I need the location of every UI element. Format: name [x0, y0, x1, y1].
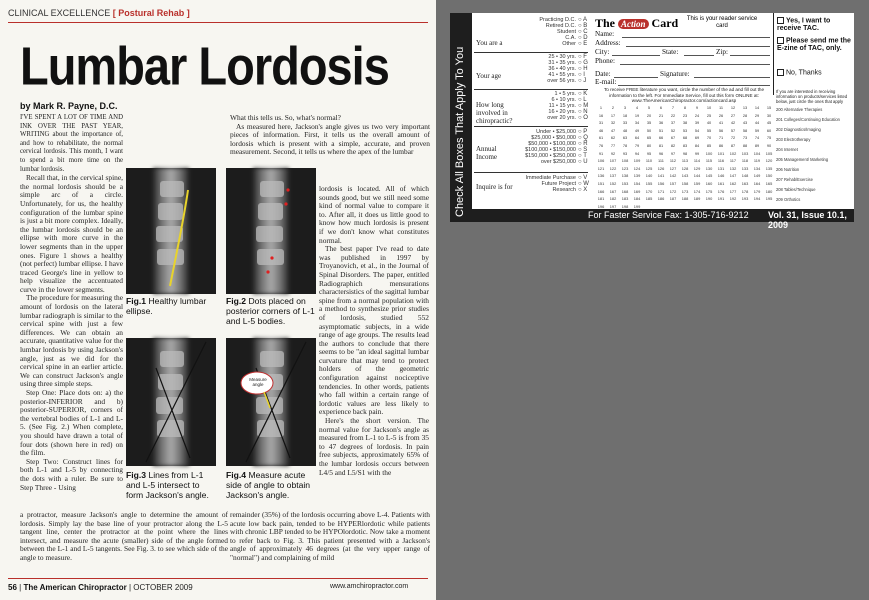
ad-number[interactable]: 22: [670, 112, 676, 118]
ad-number[interactable]: 96: [658, 150, 664, 156]
ad-number[interactable]: 70: [706, 135, 712, 141]
ad-number[interactable]: 42: [730, 120, 736, 126]
ad-number[interactable]: 117: [729, 158, 737, 164]
options-q2: 25 • 30 yrs. 31 • 35 yrs. 36 • 40 yrs. 41 • 55 yrs. over 56 yrs.: [547, 54, 576, 84]
ad-number[interactable]: 141: [657, 173, 665, 179]
ad-number[interactable]: 151: [597, 181, 605, 186]
ad-number[interactable]: 101: [717, 150, 725, 156]
ad-number[interactable]: 138: [621, 173, 629, 179]
ad-number[interactable]: 187: [669, 196, 677, 202]
ad-number[interactable]: 139: [633, 173, 641, 179]
ad-number[interactable]: 95: [646, 150, 652, 156]
ad-number[interactable]: 94: [634, 150, 640, 156]
ad-number[interactable]: 127: [669, 165, 677, 171]
ad-number[interactable]: 27: [730, 112, 736, 118]
ad-number[interactable]: 186: [657, 196, 665, 202]
ad-number[interactable]: 73: [742, 135, 748, 141]
ad-number[interactable]: 175: [705, 188, 713, 194]
sidebar-text: Check All Boxes That Apply To You: [454, 46, 466, 217]
question-label: Your age: [476, 72, 502, 80]
ad-number[interactable]: 148: [741, 173, 749, 179]
ad-number[interactable]: 121: [597, 165, 605, 171]
ad-number[interactable]: 74: [754, 135, 760, 141]
ad-number[interactable]: 60: [766, 127, 772, 133]
action-logo: Action: [618, 19, 649, 29]
question-label: How long involved in chiropractic?: [476, 101, 513, 125]
figure-2-xray: [226, 168, 316, 294]
ad-number[interactable]: 136: [597, 173, 605, 179]
ad-number[interactable]: 99: [694, 150, 700, 156]
ad-number[interactable]: 131: [717, 165, 725, 171]
ad-number[interactable]: 185: [645, 196, 653, 202]
ad-number[interactable]: 55: [706, 127, 712, 133]
ad-number[interactable]: 104: [753, 150, 761, 156]
ad-number[interactable]: 137: [609, 173, 617, 179]
footer-url: www.amchiropractor.com: [330, 583, 409, 590]
ad-number[interactable]: 129: [693, 165, 701, 171]
ad-number[interactable]: 115: [705, 158, 713, 164]
ad-number[interactable]: 81: [658, 143, 664, 148]
paragraph: The best paper I've read to date was published in 1997 by Troyanovich, et al., in the Journal of Spinal Disorders. The paper, entitled Radiographich mensurations charactersistics of the sagittal lumbar spine from a normal population with a method to synthesize prior studies of lordosis, studied 552 asymptomatic subjects, in a wide range of age groups. The results lead the authors to conclude that there seems to be "an ideal sagittal lumbar curvature that may tend to protect holders of the geometric configuration against nociceptive tendencies. In other words, patients who fall within a certain range of lordotic values are less likely to experience back pain.: [319, 244, 429, 417]
ad-number[interactable]: 82: [670, 143, 676, 148]
ad-number[interactable]: 97: [670, 150, 676, 156]
article-title: Lumbar Lordosis: [20, 35, 389, 97]
category-item[interactable]: 200 Alternative Therapies: [776, 107, 823, 112]
ad-number-grid[interactable]: [595, 105, 775, 209]
ad-number[interactable]: 143: [681, 173, 689, 179]
date-label: Date:: [595, 70, 611, 78]
options-q3: 1 • 5 yrs. 6 • 10 yrs. 11 • 15 yrs. 16 • 20 yrs. over 20 yrs.: [547, 91, 576, 121]
ad-number[interactable]: 194: [753, 196, 761, 202]
ad-number[interactable]: 193: [741, 196, 749, 202]
card-subtitle: This is your reader service card: [686, 16, 758, 29]
letters-q3[interactable]: ○ K ○ L ○ M ○ N ○ O: [578, 91, 589, 121]
category-item[interactable]: 201 Colleges/Continuing Education: [776, 117, 840, 122]
ad-number[interactable]: 109: [633, 158, 641, 164]
paragraph: The procedure for measuring the amount of lordosis on the lateral lumbar radiograph is similar to the cervical spine with just a few differences. We can obtain an accurate, quantitative value for the lumbar lordosis by using Jackson's angle, just as we did for the cervical spine in an earlier article. We can construct Jackson's angle using three simple steps.: [20, 293, 123, 389]
state-label: State:: [662, 48, 679, 56]
instructions: To receive FREE literature you want, circle the number of the ad and fill out the information to the left. For Immediate Service, fill out this form ONLINE at: www.TheAmericanChiropractor.com/actioncard.asp: [603, 87, 765, 104]
ad-number[interactable]: 76: [598, 143, 604, 148]
ad-number[interactable]: 15: [766, 105, 772, 110]
ad-number[interactable]: 182: [609, 196, 617, 202]
ad-number[interactable]: 38: [682, 120, 688, 126]
ad-number[interactable]: 65: [646, 135, 652, 141]
ad-number[interactable]: 32: [610, 120, 616, 126]
ad-number[interactable]: 14: [754, 105, 760, 110]
ad-number[interactable]: 6: [659, 105, 663, 110]
ad-number[interactable]: 52: [670, 127, 676, 133]
ad-number[interactable]: 2: [611, 105, 615, 110]
ad-number[interactable]: 16: [598, 112, 604, 118]
ad-number[interactable]: 128: [681, 165, 689, 171]
ad-number[interactable]: 162: [729, 181, 737, 186]
ad-number[interactable]: 1: [599, 105, 603, 110]
ad-number[interactable]: 198: [621, 203, 629, 209]
paragraph: Step Two: Construct lines for both L-1 and L-5 by connecting the dots with a ruler. Be sure to Step Three - Using: [20, 456, 123, 492]
ad-number[interactable]: 145: [705, 173, 713, 179]
ad-number[interactable]: 125: [645, 165, 653, 171]
ad-number[interactable]: 78: [622, 143, 628, 148]
ad-number[interactable]: 93: [622, 150, 628, 156]
zip-label: Zip:: [716, 48, 728, 56]
ad-number[interactable]: 40: [706, 120, 712, 126]
ad-number[interactable]: 170: [645, 188, 653, 194]
ad-number[interactable]: 31: [598, 120, 604, 126]
ad-number[interactable]: 39: [694, 120, 700, 126]
ad-number[interactable]: 21: [658, 112, 664, 118]
ad-number[interactable]: 20: [646, 112, 652, 118]
ad-number[interactable]: 103: [741, 150, 749, 156]
ad-number[interactable]: 144: [693, 173, 701, 179]
ad-number[interactable]: 106: [597, 158, 605, 164]
state-field[interactable]: [684, 55, 714, 56]
ad-number[interactable]: 25: [706, 112, 712, 118]
card-title: The Action Card: [595, 16, 679, 30]
ad-number[interactable]: 120: [765, 158, 773, 164]
ad-number[interactable]: 12: [730, 105, 736, 110]
category-item[interactable]: 208 Tables/Technique: [776, 187, 816, 192]
body-column-1-bottom: [20, 511, 228, 563]
ad-number[interactable]: 135: [765, 165, 773, 171]
ad-number[interactable]: 64: [634, 135, 640, 141]
option-ezine[interactable]: Please send me the E-zine of TAC, only.: [777, 37, 851, 53]
footer-rule: [8, 578, 428, 579]
paragraph: As measured here, Jackson's angle gives us two very important pieces of information. First, it tells us the overall amount of lordosis which is present with a simple, accurate, and proven measurement. Second, it tells us where the apex of the lumbar: [230, 121, 430, 157]
ad-number[interactable]: 107: [609, 158, 617, 164]
ad-number[interactable]: 90: [766, 143, 772, 148]
ad-number[interactable]: 100: [705, 150, 713, 156]
category-item[interactable]: 207 Rehab/Exercise: [776, 177, 813, 182]
ad-number[interactable]: 80: [646, 143, 652, 148]
ad-number[interactable]: 10: [706, 105, 712, 110]
ad-number[interactable]: 59: [754, 127, 760, 133]
ad-number[interactable]: 108: [621, 158, 629, 164]
ad-number[interactable]: 33: [622, 120, 628, 126]
ad-number[interactable]: 149: [753, 173, 761, 179]
ad-number[interactable]: 166: [597, 188, 605, 194]
ad-number[interactable]: 88: [742, 143, 748, 148]
ad-number[interactable]: 19: [634, 112, 640, 118]
ad-number[interactable]: 66: [658, 135, 664, 141]
email-field[interactable]: [618, 85, 770, 86]
address-field[interactable]: [626, 46, 770, 47]
paragraph: I'VE SPENT A LOT OF TIME AND INK OVER THE PAST YEAR, WRITING about the importance of, and how to rehabilitate, the normal cervical lordosis. This month, I want to spend a bit more time on the lumbar lordosis.: [20, 114, 123, 173]
action-card: [450, 13, 854, 230]
paragraph: Step One: Place dots on: a) the posterior-INFERIOR and b) posterior-SUPERIOR, corners of the vertebral bodies of L-1 and L-5. (See Fig. 2.) When complete, you should have drawn a total of four dots (shown here in red) on the film.: [20, 388, 123, 458]
ad-number[interactable]: 77: [610, 143, 616, 148]
ad-number[interactable]: 161: [717, 181, 725, 186]
ad-number[interactable]: 9: [695, 105, 699, 110]
phone-label: Phone:: [595, 57, 615, 65]
ad-number[interactable]: 34: [634, 120, 640, 126]
ad-number[interactable]: 84: [694, 143, 700, 148]
category-item[interactable]: 206 Nutrition: [776, 167, 800, 172]
ad-number[interactable]: 110: [645, 158, 653, 164]
ad-number[interactable]: 29: [754, 112, 760, 118]
section-name: [ Postural Rehab ]: [112, 8, 190, 18]
ad-number[interactable]: 163: [741, 181, 749, 186]
category-item[interactable]: 205 Management/ Marketing: [776, 157, 829, 162]
ad-number[interactable]: 188: [681, 196, 689, 202]
fig4-callout-text: Measure angle: [249, 377, 267, 387]
ad-number[interactable]: 116: [717, 158, 725, 164]
options-q5: Immediate Purchase Future Project Research: [525, 175, 576, 193]
ad-number[interactable]: 168: [621, 188, 629, 194]
ad-number[interactable]: 179: [753, 188, 761, 194]
ad-number[interactable]: 8: [683, 105, 687, 110]
category-item[interactable]: 203 Electrotherapy: [776, 137, 811, 142]
ad-number[interactable]: 57: [730, 127, 736, 133]
ad-number[interactable]: 150: [765, 173, 773, 179]
ad-number[interactable]: 89: [754, 143, 760, 148]
question-label: Inquire is for: [476, 183, 513, 191]
ad-number[interactable]: 43: [742, 120, 748, 126]
ad-number[interactable]: 46: [598, 127, 604, 133]
ad-number[interactable]: 87: [730, 143, 736, 148]
ad-number[interactable]: 5: [647, 105, 651, 110]
ad-number[interactable]: 146: [717, 173, 725, 179]
ad-number[interactable]: 85: [706, 143, 712, 148]
ad-number[interactable]: 92: [610, 150, 616, 156]
ad-number[interactable]: 152: [609, 181, 617, 186]
byline: by Mark R. Payne, D.C.: [20, 101, 118, 111]
question-label: Annual Income: [476, 145, 497, 161]
ad-number[interactable]: 114: [693, 158, 701, 164]
figure-2-caption: Fig.2 Dots placed on posterior corners of L-1 and L-5 bodies.: [226, 296, 315, 326]
ad-number[interactable]: 190: [705, 196, 713, 202]
options-q1: Practicing D.C. Retired D.C. Student C.A. Other: [539, 17, 576, 47]
ad-number[interactable]: 160: [705, 181, 713, 186]
ad-number[interactable]: 111: [658, 158, 664, 164]
ad-number[interactable]: 133: [741, 165, 749, 171]
figure-1-caption: Fig.1 Healthy lumbar ellipse.: [126, 296, 207, 316]
section-header: [8, 8, 190, 18]
ad-number[interactable]: 23: [682, 112, 688, 118]
letters-q4[interactable]: ○ P ○ Q ○ R ○ S ○ T ○ U: [578, 129, 588, 165]
ad-number[interactable]: 123: [621, 165, 629, 171]
figure-1-xray: [126, 168, 216, 294]
ad-number[interactable]: 7: [671, 105, 675, 110]
ad-number[interactable]: 172: [669, 188, 677, 194]
ad-number[interactable]: 158: [681, 181, 689, 186]
ad-number[interactable]: 75: [766, 135, 772, 141]
ad-number[interactable]: 62: [610, 135, 616, 141]
body-column-3: [319, 185, 429, 477]
ad-number[interactable]: 178: [741, 188, 749, 194]
ad-number[interactable]: 167: [609, 188, 617, 194]
ad-number[interactable]: 36: [658, 120, 664, 126]
ad-number[interactable]: 191: [717, 196, 725, 202]
paragraph: Recall that, in the cervical spine, the normal lordosis should be a simple arc of a circle. Unfortunately, for us, the healthy configuration of the lumbar spine is just a bit more complex. Ideally, the lumbar lordosis should be an ellipse with more curve in the lower segments than in the upper ones. Figure 1 shows a healthy (not perfect) lumbar ellipse. I have traced George's line in yellow to help visualize the accentuated curve in the lower segments.: [20, 173, 123, 294]
ad-number[interactable]: 126: [657, 165, 665, 171]
ad-number[interactable]: 174: [693, 188, 701, 194]
paragraph: Here's the short version. The normal value for Jackson's angle as measured from L-1 to L-5 is from 35 to 47 degrees of lordosis. In pain free subjects, approximately 65% of the lumbar lordosis occurs between L4/5 and L5/S1 with the: [319, 416, 429, 477]
figure-4-caption: Fig.4 Measure acute side of angle to obtain Jackson's angle.: [226, 470, 311, 500]
ad-number[interactable]: 196: [597, 203, 605, 209]
header-rule: [8, 22, 428, 23]
ad-number[interactable]: 71: [718, 135, 724, 141]
figure-3-caption: Fig.3 Lines from L-1 and L-5 intersect to form Jackson's angle.: [126, 470, 209, 500]
phone-field[interactable]: [620, 64, 770, 65]
ad-number[interactable]: 157: [669, 181, 677, 186]
ad-number[interactable]: 132: [729, 165, 737, 171]
ad-number[interactable]: 176: [717, 188, 725, 194]
ad-number[interactable]: 13: [742, 105, 748, 110]
ad-number[interactable]: 164: [753, 181, 761, 186]
ad-number[interactable]: 51: [658, 127, 664, 133]
ad-number[interactable]: 83: [682, 143, 688, 148]
interest-note: If you are interested in receiving information on products/services listed below, just circle the ones that apply: [776, 89, 848, 104]
paragraph: remainder (35%) of the lordosis occurring above L-4. Patients with acute low back pain, tended to be HYPERlordotic while patients with chronic LBP tended to be HYPOlordotic. Now take a moment to refer back to Fig. 3. This patient presented with a Jackson's angle of approximately 46 degrees (at the very upper range of "normal") and complaining of mild: [230, 510, 430, 562]
ad-number[interactable]: 181: [597, 196, 605, 202]
ad-number[interactable]: 153: [621, 181, 629, 186]
ad-number[interactable]: 184: [633, 196, 641, 202]
ad-number[interactable]: 54: [694, 127, 700, 133]
ad-number[interactable]: 58: [742, 127, 748, 133]
ad-number[interactable]: 3: [623, 105, 627, 110]
category-item[interactable]: 209 Orthotics: [776, 197, 801, 202]
ad-number[interactable]: 86: [718, 143, 724, 148]
ad-number[interactable]: 165: [765, 181, 773, 186]
body-column-2-bottom: [230, 511, 430, 563]
ad-number[interactable]: 50: [646, 127, 652, 133]
ad-number[interactable]: 195: [765, 196, 773, 202]
ad-number[interactable]: 24: [694, 112, 700, 118]
ad-number[interactable]: 169: [633, 188, 641, 194]
name-label: Name:: [595, 30, 615, 38]
signature-label: Signature:: [660, 70, 690, 78]
paragraph: What this tells us. So, what's normal?: [230, 113, 341, 122]
ad-number[interactable]: 61: [598, 135, 604, 141]
ad-number[interactable]: 102: [729, 150, 737, 156]
figure-4-xray: [226, 338, 316, 466]
ad-number[interactable]: 130: [705, 165, 713, 171]
ad-number[interactable]: 56: [718, 127, 724, 133]
ad-number[interactable]: 47: [610, 127, 616, 133]
ad-number[interactable]: 98: [682, 150, 688, 156]
option-no-thanks[interactable]: No, Thanks: [777, 69, 853, 77]
email-label: E-mail:: [595, 78, 617, 86]
ad-number[interactable]: 112: [669, 158, 677, 164]
paragraph: lordosis is located. All of which sounds good, but we still need some kind of normal value to compare it to. After all, it does us little good to know how much lordosis is present if we don't know what constitutes normal.: [319, 184, 429, 245]
letters-q1[interactable]: ○ A ○ B ○ C ○ D ○ E: [578, 17, 588, 47]
signature-field[interactable]: [694, 77, 770, 78]
ad-number[interactable]: 197: [609, 203, 617, 209]
ad-number[interactable]: 4: [635, 105, 639, 110]
ad-number[interactable]: 173: [681, 188, 689, 194]
letters-q2[interactable]: ○ F ○ G ○ H ○ I ○ J: [578, 54, 588, 84]
ad-number[interactable]: 124: [633, 165, 641, 171]
ad-number[interactable]: 67: [670, 135, 676, 141]
fax-text: For Faster Service Fax: 1-305-716-9212: [588, 210, 749, 220]
ad-number[interactable]: 49: [634, 127, 640, 133]
volume-text: Vol. 31, Issue 10.1, 2009: [768, 210, 847, 230]
letters-q5[interactable]: ○ V ○ W ○ X: [578, 175, 589, 193]
card-sidebar: [450, 13, 472, 222]
paragraph: a protractor, measure Jackson's angle to determine the amount of lordosis. Simply lay the base line of your protractor along the L-5 tangent line, center the protractor at the point where the lines intersect, and measure the acute (smaller) side of the angle formed between the L-1 and L-5 tangents. See Fig. 3. to see which side of the angle to measure.: [20, 510, 228, 562]
ad-number[interactable]: 105: [765, 150, 773, 156]
ad-number[interactable]: 159: [693, 181, 701, 186]
ad-number[interactable]: 63: [622, 135, 628, 141]
name-field[interactable]: [622, 37, 770, 38]
ad-number[interactable]: 17: [610, 112, 616, 118]
ad-number[interactable]: 48: [622, 127, 628, 133]
question-label: You are a: [476, 39, 503, 47]
options-q4: Under • $25,000 $25,000 • $50,000 $50,000 • $100,000 $100,000 • $150,000 $150,000 • $250,000 over $250,000: [525, 129, 576, 165]
body-column-1: [20, 114, 123, 492]
category-item[interactable]: 202 Diagnostics/Imaging: [776, 127, 821, 132]
ad-number[interactable]: 171: [657, 188, 665, 194]
ad-number[interactable]: 122: [609, 165, 617, 171]
page-footer: 56 | The American Chiropractor | OCTOBER 2009: [8, 583, 193, 592]
ad-number[interactable]: 68: [682, 135, 688, 141]
ad-number[interactable]: 26: [718, 112, 724, 118]
ad-number[interactable]: 41: [718, 120, 724, 126]
section-prefix: CLINICAL EXCELLENCE: [8, 8, 111, 18]
zip-field[interactable]: [730, 55, 770, 56]
ad-number[interactable]: 119: [753, 158, 761, 164]
ad-number[interactable]: 180: [765, 188, 773, 194]
ad-number[interactable]: 142: [669, 173, 677, 179]
ad-number[interactable]: 30: [766, 112, 772, 118]
ad-number[interactable]: 35: [646, 120, 652, 126]
ad-number[interactable]: 140: [645, 173, 653, 179]
ad-number[interactable]: 113: [681, 158, 689, 164]
ad-number[interactable]: 183: [621, 196, 629, 202]
city-label: City:: [595, 48, 610, 56]
ad-number[interactable]: 189: [693, 196, 701, 202]
ad-number[interactable]: 11: [718, 105, 724, 110]
ad-number[interactable]: 69: [694, 135, 700, 141]
ad-number[interactable]: 79: [634, 143, 640, 148]
ad-number[interactable]: 91: [598, 150, 604, 156]
figure-3-xray: [126, 338, 216, 466]
ad-number[interactable]: 37: [670, 120, 676, 126]
ad-number[interactable]: 134: [753, 165, 761, 171]
ad-number[interactable]: 154: [633, 181, 641, 186]
ad-number[interactable]: 147: [729, 173, 737, 179]
fax-bar: [472, 209, 854, 230]
ad-number[interactable]: 155: [645, 181, 653, 186]
ad-number[interactable]: 177: [729, 188, 737, 194]
ad-number[interactable]: 156: [657, 181, 665, 186]
ad-number[interactable]: 45: [766, 120, 772, 126]
date-field[interactable]: [614, 77, 658, 78]
body-column-2-top: [230, 114, 430, 157]
ad-number[interactable]: 118: [741, 158, 749, 164]
ad-number[interactable]: 192: [729, 196, 737, 202]
ad-number[interactable]: 199: [633, 203, 641, 209]
category-item[interactable]: 204 Internet: [776, 147, 798, 152]
ad-number[interactable]: 44: [754, 120, 760, 126]
address-label: Address:: [595, 39, 621, 47]
ad-number[interactable]: 28: [742, 112, 748, 118]
ad-number[interactable]: 72: [730, 135, 736, 141]
option-yes[interactable]: Yes, I want to receive TAC.: [777, 17, 831, 33]
city-field[interactable]: [612, 55, 660, 56]
ad-number[interactable]: 18: [622, 112, 628, 118]
ad-number[interactable]: 53: [682, 127, 688, 133]
